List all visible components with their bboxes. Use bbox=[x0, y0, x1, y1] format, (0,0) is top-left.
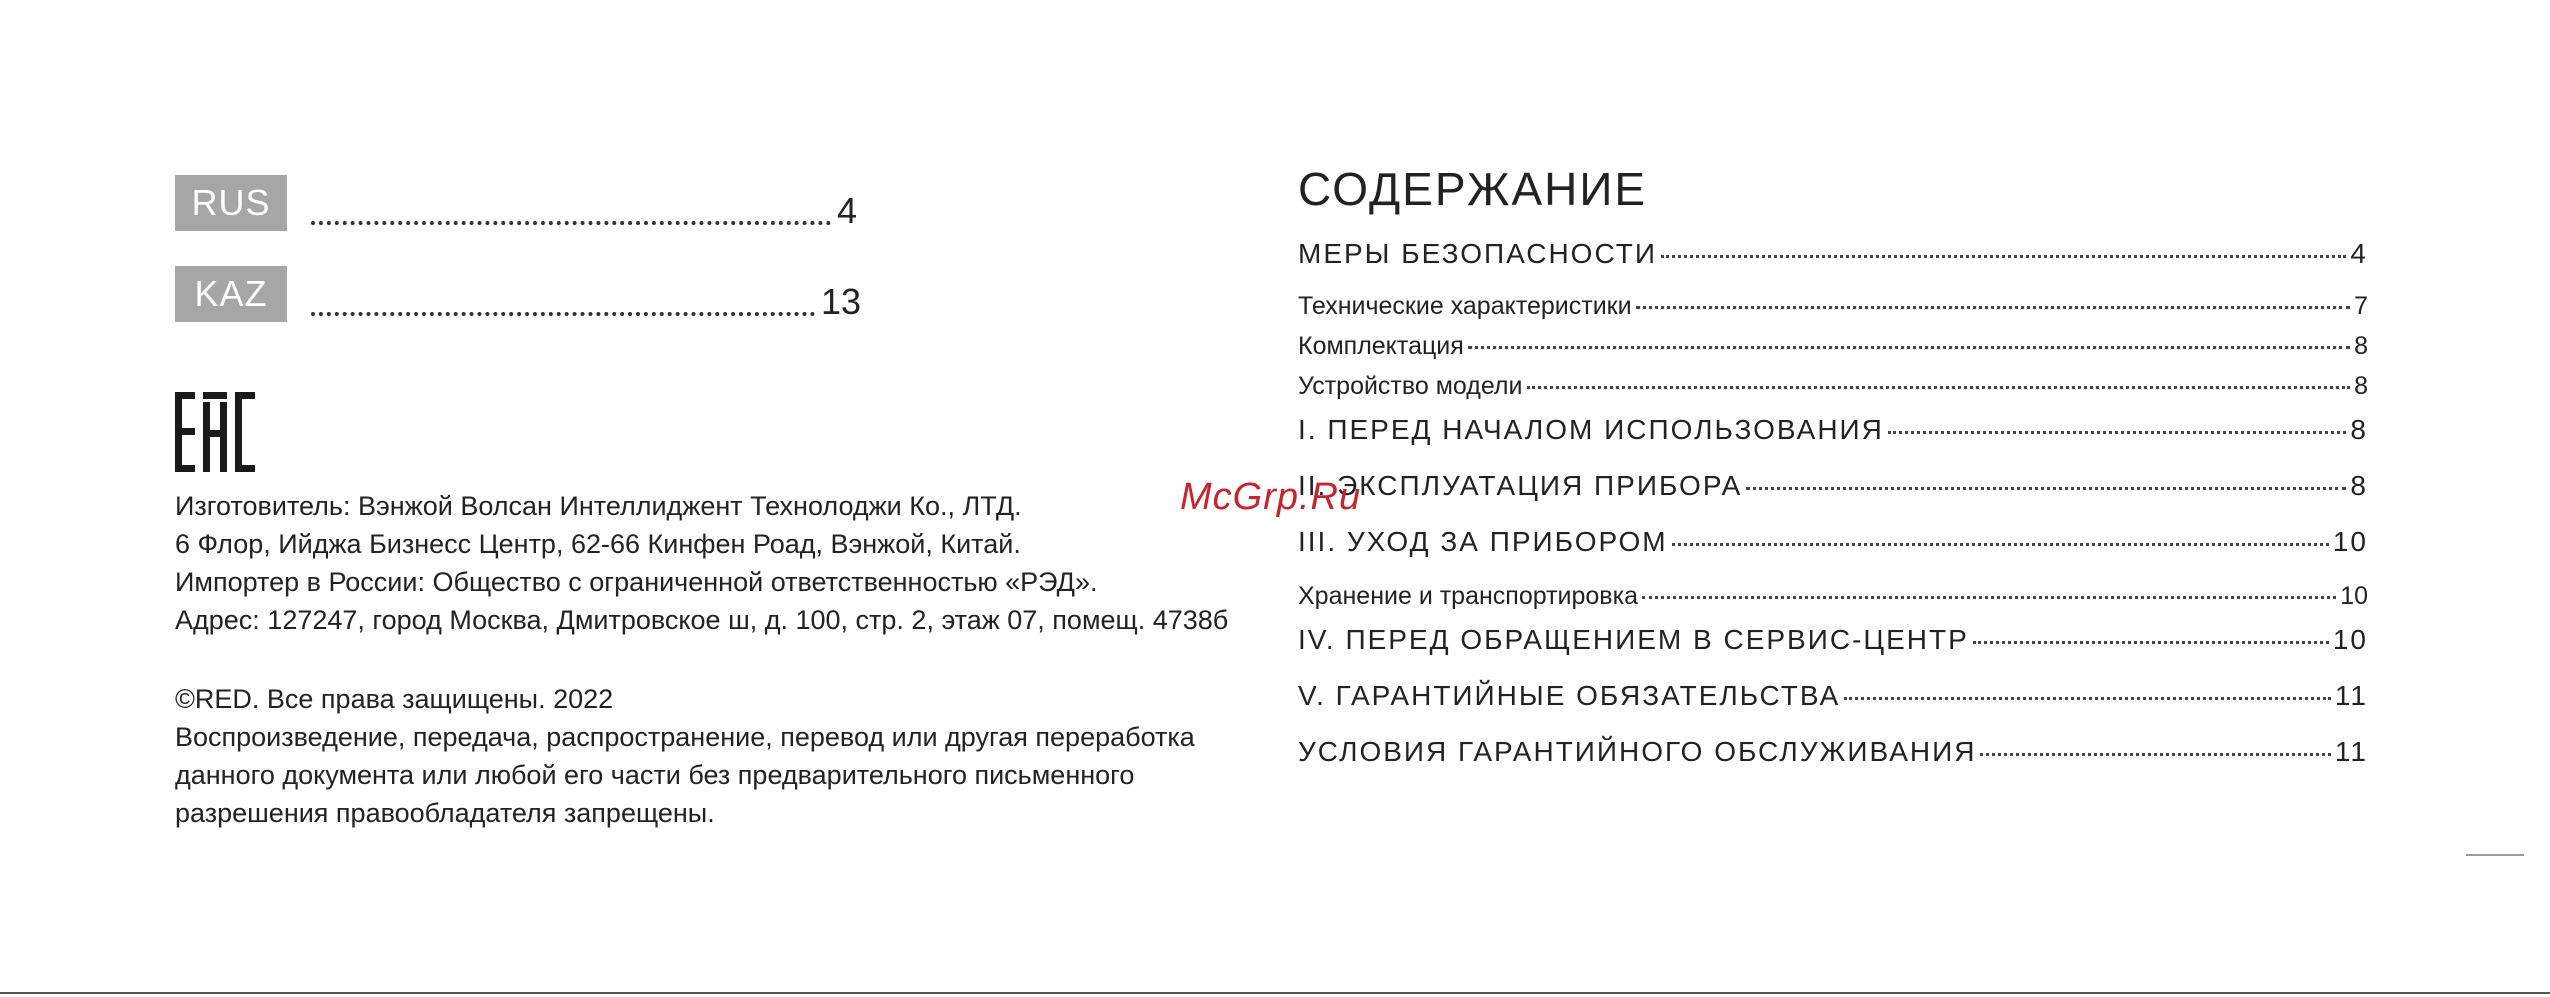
toc-item[interactable] bbox=[1298, 372, 2368, 401]
toc-item-page: 10 bbox=[2340, 582, 2368, 610]
toc-item-page: 10 bbox=[2332, 624, 2368, 655]
toc-item[interactable] bbox=[1298, 238, 2368, 270]
copyright-line: разрешения правообладателя запрещены. bbox=[175, 798, 715, 828]
toc-item-text: I. ПЕРЕД НАЧАЛОМ ИСПОЛЬЗОВАНИЯ bbox=[1298, 414, 1884, 445]
manufacturer-line: 6 Флор, Ийджа Бизнесс Центр, 62-66 Кинфен Роад, Вэнжой, Китай. bbox=[175, 529, 1021, 559]
toc-item[interactable] bbox=[1298, 414, 2368, 446]
toc-item-text: Устройство модели bbox=[1298, 372, 1523, 400]
toc-item-page: 7 bbox=[2354, 292, 2368, 320]
dot-leader bbox=[1888, 431, 2347, 434]
toc-item[interactable] bbox=[1298, 624, 2368, 656]
dot-leader bbox=[1980, 753, 2330, 756]
manufacturer-info bbox=[175, 487, 1228, 639]
toc-item-text: V. ГАРАНТИЙНЫЕ ОБЯЗАТЕЛЬСТВА bbox=[1298, 680, 1841, 711]
toc-item-text: УСЛОВИЯ ГАРАНТИЙНОГО ОБСЛУЖИВАНИЯ bbox=[1298, 736, 1977, 767]
page-number: 4 bbox=[837, 190, 858, 231]
dot-leader bbox=[1844, 697, 2331, 700]
dot-leader bbox=[1468, 346, 2350, 349]
toc-item-page: 8 bbox=[2354, 332, 2368, 360]
toc-item-text: Технические характеристики bbox=[1298, 292, 1632, 320]
toc-item-text: Комплектация bbox=[1298, 332, 1464, 360]
manufacturer-line: Адрес: 127247, город Москва, Дмитровское ш, д. 100, стр. 2, этаж 07, помещ. 4738б bbox=[175, 605, 1229, 635]
watermark: McGrp.Ru bbox=[1180, 476, 1362, 518]
toc-item-page: 11 bbox=[2334, 736, 2368, 767]
language-entry-kaz[interactable] bbox=[175, 266, 862, 322]
toc-item[interactable] bbox=[1298, 470, 2368, 502]
copyright-notice bbox=[175, 680, 1195, 832]
toc-item-page: 10 bbox=[2332, 526, 2368, 557]
dot-leader bbox=[1746, 487, 2346, 490]
toc-item[interactable] bbox=[1298, 680, 2368, 712]
toc-item[interactable] bbox=[1298, 332, 2368, 361]
page-edge-mark bbox=[2466, 854, 2524, 856]
toc-item-text: III. УХОД ЗА ПРИБОРОМ bbox=[1298, 526, 1668, 557]
toc-item-page: 11 bbox=[2334, 680, 2368, 711]
dot-leader bbox=[1636, 306, 2351, 309]
dot-leader bbox=[1973, 641, 2329, 644]
toc-item-text: Хранение и транспортировка bbox=[1298, 582, 1638, 610]
toc-item[interactable] bbox=[1298, 736, 2368, 768]
language-tag: KAZ bbox=[175, 266, 287, 322]
toc-item-page: 8 bbox=[2350, 414, 2368, 445]
dot-leader bbox=[1642, 596, 2336, 599]
dot-leader bbox=[311, 312, 815, 316]
page-number: 13 bbox=[821, 281, 862, 322]
toc-item-text: МЕРЫ БЕЗОПАСНОСТИ bbox=[1298, 238, 1657, 269]
toc-item[interactable] bbox=[1298, 582, 2368, 611]
toc-item[interactable] bbox=[1298, 526, 2368, 558]
copyright-line: ©RED. Все права защищены. 2022 bbox=[175, 684, 614, 714]
bottom-divider bbox=[0, 992, 2550, 994]
dot-leader bbox=[1661, 255, 2346, 258]
copyright-line: Воспроизведение, передача, распространение, перевод или другая переработка bbox=[175, 722, 1195, 752]
copyright-line: данного документа или любой его части без предварительного письменного bbox=[175, 760, 1135, 790]
dot-leader bbox=[311, 221, 831, 225]
toc-item-page: 8 bbox=[2354, 372, 2368, 400]
language-entry-rus[interactable] bbox=[175, 175, 858, 231]
manufacturer-line: Импортер в России: Общество с ограниченной ответственностью «РЭД». bbox=[175, 567, 1098, 597]
dot-leader bbox=[1672, 543, 2329, 546]
toc-item-text: IV. ПЕРЕД ОБРАЩЕНИЕМ В СЕРВИС-ЦЕНТР bbox=[1298, 624, 1969, 655]
manufacturer-line: Изготовитель: Вэнжой Волсан Интеллиджент Технолоджи Ко., ЛТД. bbox=[175, 491, 1022, 521]
eac-certification-icon bbox=[175, 392, 255, 472]
toc-item-page: 4 bbox=[2350, 238, 2368, 269]
toc-item[interactable] bbox=[1298, 292, 2368, 321]
toc-item-page: 8 bbox=[2350, 470, 2368, 501]
dot-leader bbox=[1527, 386, 2351, 389]
toc-item-text: II. ЭКСПЛУАТАЦИЯ ПРИБОРА bbox=[1298, 470, 1743, 501]
language-tag: RUS bbox=[175, 175, 287, 231]
toc-title: СОДЕРЖАНИЕ bbox=[1298, 163, 1648, 215]
